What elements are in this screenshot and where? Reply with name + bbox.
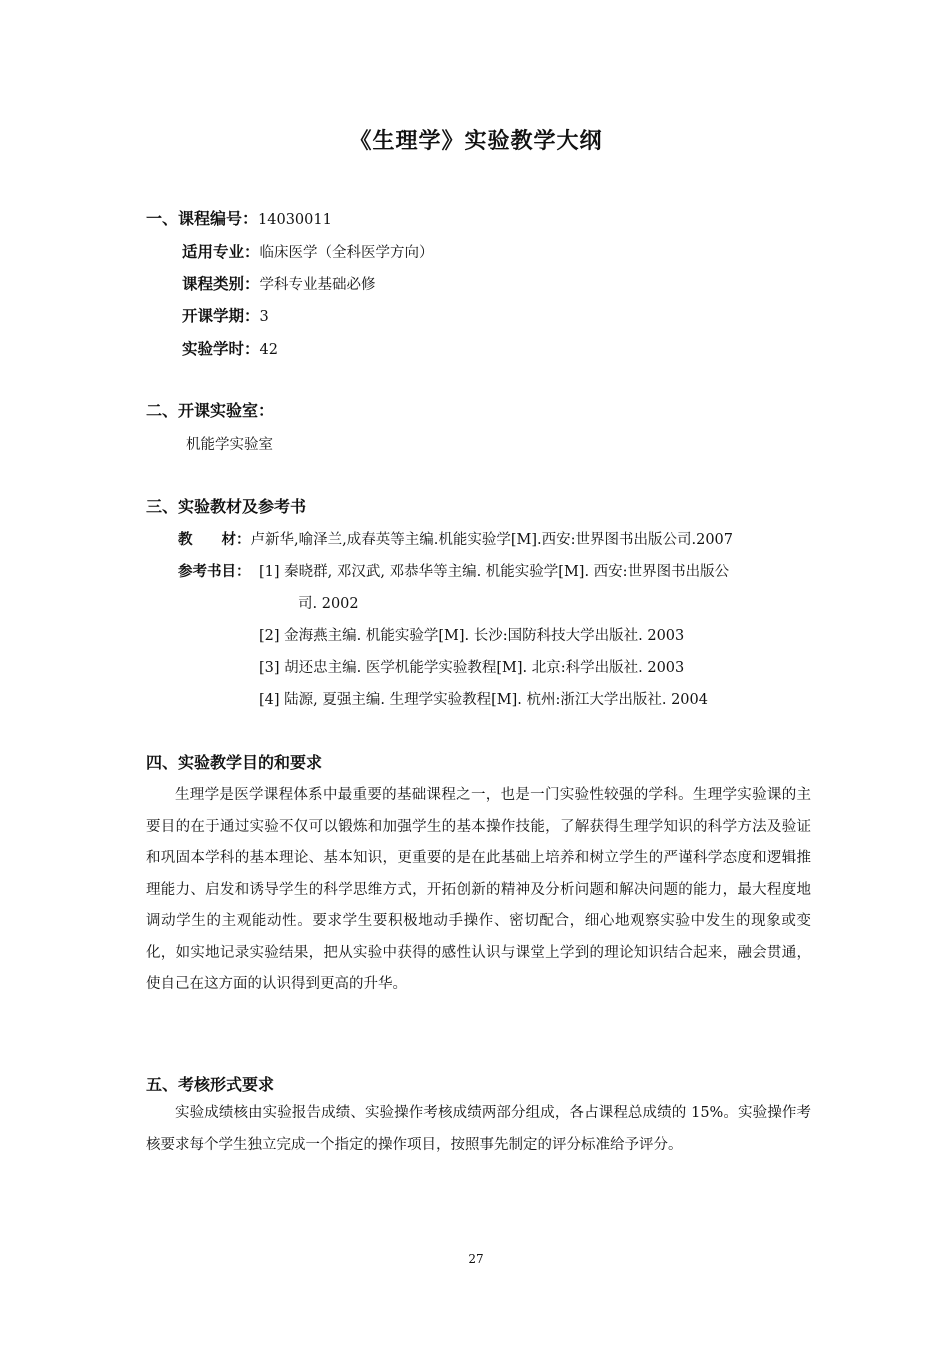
info-label: 课程类别：: [182, 275, 260, 293]
section1-heading-row: [146, 206, 332, 229]
references-label-text: 参考书目：: [178, 564, 251, 580]
section1-heading: 一、课程编号：: [146, 209, 259, 228]
reference-item-continuation: 司. 2002: [298, 596, 359, 612]
page-number: 27: [468, 1252, 484, 1266]
section5-heading: 五、考核形式要求: [146, 1075, 275, 1094]
info-label: 实验学时：: [182, 340, 260, 358]
reference-item: [2] 金海燕主编. 机能实验学[M]. 长沙:国防科技大学出版社. 2003: [259, 628, 685, 644]
course-code: 14030011: [258, 212, 332, 228]
info-row-major: [182, 240, 434, 262]
document-title: 《生理学》实验教学大纲: [349, 129, 603, 154]
info-value: 学科专业基础必修: [259, 277, 376, 293]
section5-body: 实验成绩核由实验报告成绩、实验操作考核成绩两部分组成，各占课程总成绩的 15%。实验操作考核要求每个学生独立完成一个指定的操作项目，按照事先制定的评分标准给予评分。: [146, 1105, 811, 1153]
info-label: 开课学期：: [182, 307, 260, 325]
references-label: [178, 560, 251, 581]
section3-heading: 三、实验教材及参考书: [146, 497, 307, 516]
textbook-row: [178, 528, 733, 549]
section2-heading: 二、开课实验室：: [146, 401, 275, 420]
info-row-semester: [182, 304, 269, 326]
info-row-category: [182, 272, 376, 294]
lab-name: 机能学实验室: [186, 437, 273, 453]
section4-heading: 四、实验教学目的和要求: [146, 753, 323, 772]
reference-item: [3] 胡还忠主编. 医学机能学实验教程[M]. 北京:科学出版社. 2003: [259, 660, 685, 676]
info-value: 临床医学（全科医学方向）: [259, 245, 434, 261]
textbook-label: 教 材：: [178, 532, 251, 548]
reference-item: [4] 陆源, 夏强主编. 生理学实验教程[M]. 杭州:浙江大学出版社. 2004: [259, 692, 708, 708]
section4-body: 生理学是医学课程体系中最重要的基础课程之一，也是一门实验性较强的学科。生理学实验课的主要目的在于通过实验不仅可以锻炼和加强学生的基本操作技能，了解获得生理学知识的科学方法及验证和巩固本学科的基本理论、基本知识，更重要的是在此基础上培养和树立学生的严谨科学态度和逻辑推理能力、启发和诱导学生的科学思维方式，开拓创新的精神及分析问题和解决问题的能力，最大程度地调动学生的主观能动性。要求学生要积极地动手操作、密切配合，细心地观察实验中发生的现象或变化，如实地记录实验结果，把从实验中获得的感性认识与课堂上学到的理论知识结合起来，融会贯通，使自己在这方面的认识得到更高的升华。: [146, 787, 811, 992]
reference-item: [1] 秦晓群, 邓汉武, 邓恭华等主编. 机能实验学[M]. 西安:世界图书出版公: [259, 564, 730, 580]
info-value: 3: [259, 309, 269, 325]
info-row-hours: [182, 337, 278, 359]
info-label: 适用专业：: [182, 243, 260, 261]
info-value: 42: [259, 342, 278, 358]
textbook-value: 卢新华,喻泽兰,成春英等主编.机能实验学[M].西安:世界图书出版公司.2007: [250, 532, 733, 548]
